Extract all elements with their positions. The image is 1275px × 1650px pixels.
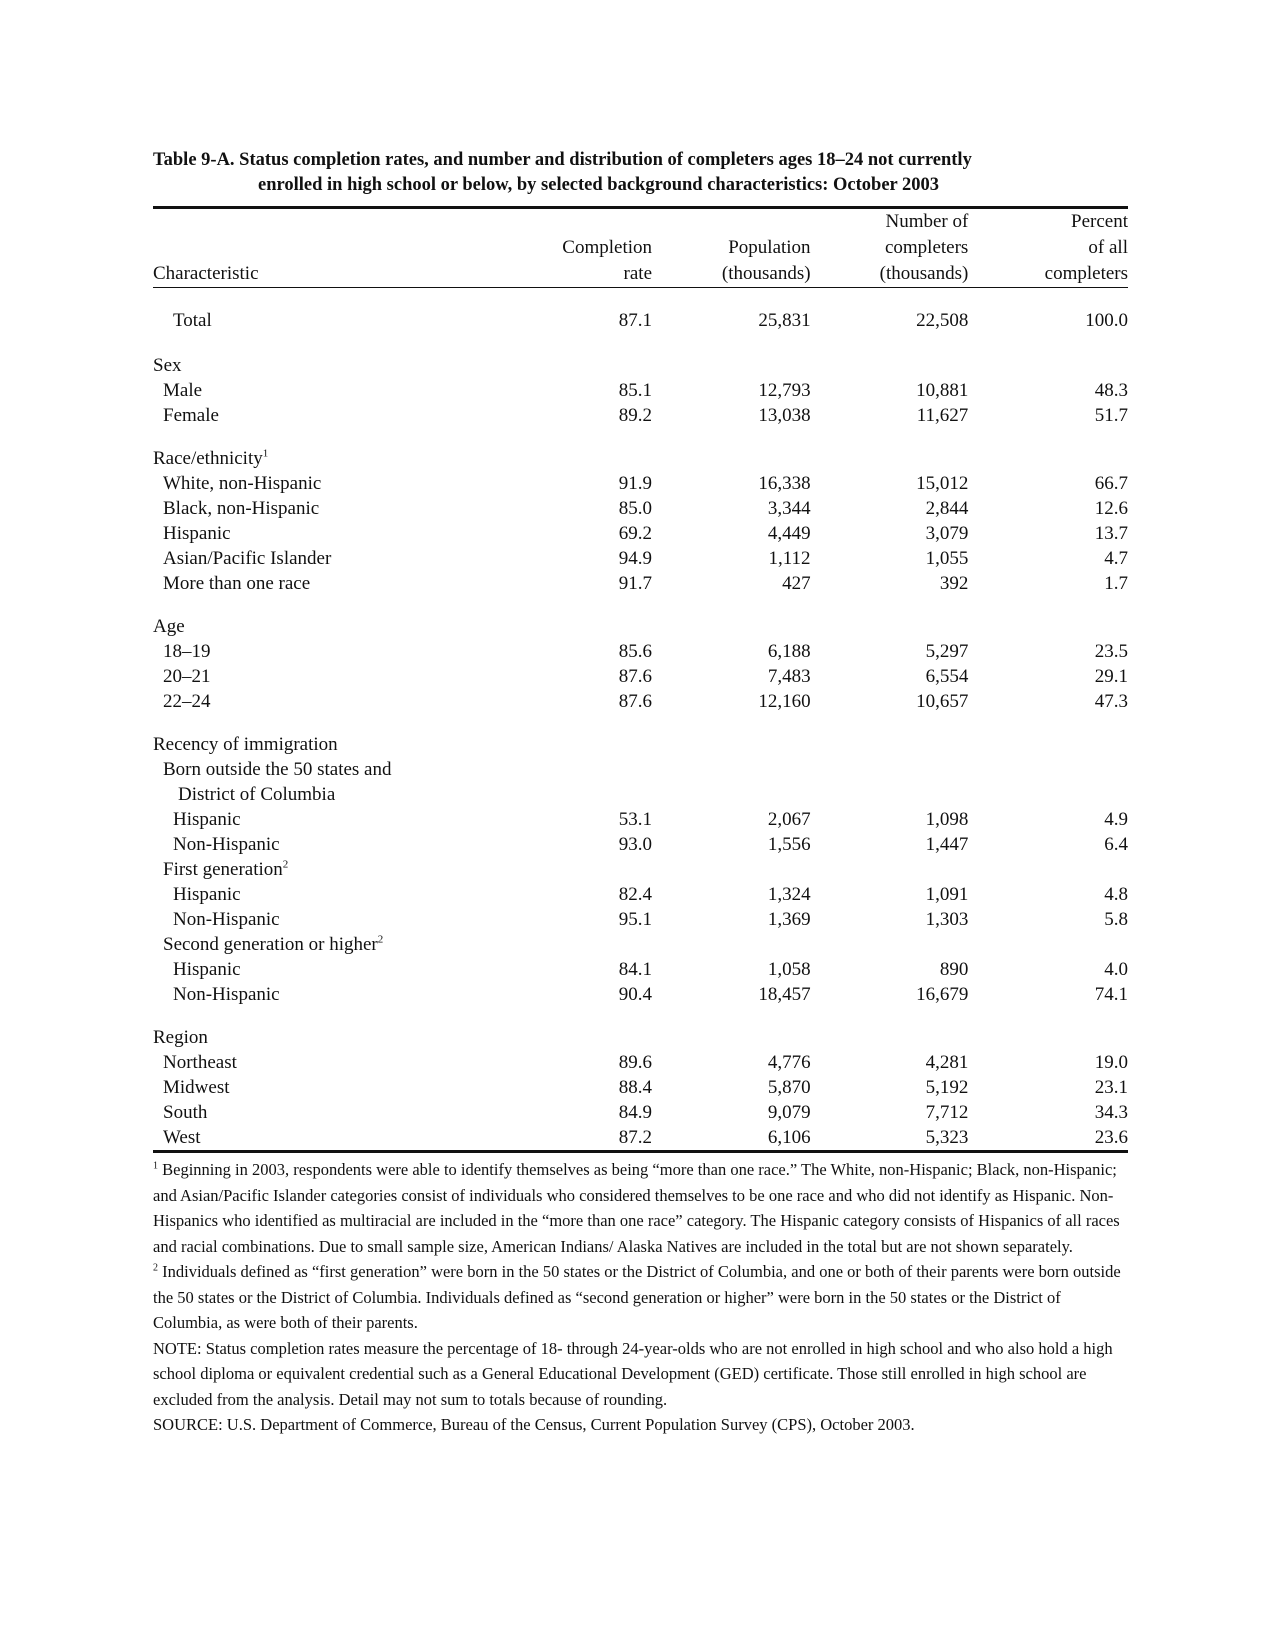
cell-completers: 392: [939, 573, 969, 594]
section-label: Recency of immigration: [153, 734, 338, 755]
cell-completers: 3,079: [925, 523, 969, 544]
cell-completers: 1,091: [925, 884, 969, 905]
spacer: [153, 596, 1128, 614]
header-spacer: [513, 209, 652, 235]
row-label: Hispanic: [173, 884, 241, 905]
row-label: Male: [163, 380, 203, 401]
cell-rate: 85.6: [618, 641, 653, 662]
subheading-label: Born outside the 50 states and: [163, 759, 392, 780]
footnote-1-marker: 1: [153, 1160, 158, 1172]
header-completion-line-1: Completion: [562, 237, 653, 258]
cell-percent: 5.8: [1104, 909, 1128, 930]
section-label: [153, 446, 1128, 471]
cell-percent: 23.1: [1094, 1077, 1128, 1098]
row-label: Asian/Pacific Islander: [163, 548, 332, 569]
section-label: Age: [153, 616, 185, 637]
sex-rows: [153, 378, 1128, 428]
cell-percent: 29.1: [1094, 666, 1128, 687]
cell-completers: 2,844: [925, 498, 969, 519]
cell-rate: 69.2: [618, 523, 653, 544]
cell-completers: 4,281: [925, 1052, 969, 1073]
row-label: 22–24: [163, 691, 211, 712]
row-label: Hispanic: [173, 959, 241, 980]
cell-population: 18,457: [758, 984, 811, 1005]
cell-population: 1,369: [767, 909, 811, 930]
row-label: Non-Hispanic: [173, 984, 280, 1005]
header-percent-line-2: of all: [1088, 237, 1128, 258]
cell-completers: 10,657: [916, 691, 969, 712]
cell-percent: 51.7: [1094, 405, 1128, 426]
row-label: Female: [163, 405, 219, 426]
cell-completers: 10,881: [916, 380, 969, 401]
cell-population: 4,449: [767, 523, 811, 544]
header-completion-line-2: rate: [623, 263, 653, 284]
cell-population: 1,556: [767, 834, 811, 855]
section-heading-sex: [153, 353, 1128, 378]
cell-rate: 95.1: [618, 909, 653, 930]
cell-rate: 85.1: [618, 380, 653, 401]
cell-population: 5,870: [767, 1077, 811, 1098]
cell-population: 13,038: [758, 405, 811, 426]
section-heading-region: [153, 1025, 1128, 1050]
cell-percent: 13.7: [1094, 523, 1128, 544]
header-spacer: [153, 235, 513, 261]
table-row: [153, 496, 1128, 521]
table-row: [153, 639, 1128, 664]
row-label: Non-Hispanic: [173, 834, 280, 855]
second-generation-rows: [153, 957, 1128, 1007]
source: SOURCE: U.S. Department of Commerce, Bureau of the Census, Current Population Survey (CPS), October 2003.: [153, 1415, 915, 1434]
cell-percent: 48.3: [1094, 380, 1128, 401]
table-row: [153, 689, 1128, 714]
row-label: Hispanic: [173, 809, 241, 830]
table-row: [153, 982, 1128, 1007]
table-row: [153, 1100, 1128, 1125]
cell-completers: 1,303: [925, 909, 969, 930]
cell-population: 12,793: [758, 380, 811, 401]
table-title-line-1: Table 9-A. Status completion rates, and number and distribution of completers ages 18–24 not currently: [153, 150, 972, 170]
cell-rate: 87.2: [618, 1127, 653, 1148]
cell-completers: 11,627: [916, 405, 969, 426]
cell-population: 427: [782, 573, 811, 594]
table-title: [153, 148, 1128, 198]
cell-percent: 47.3: [1094, 691, 1128, 712]
row-label: More than one race: [163, 573, 311, 594]
region-rows: [153, 1050, 1128, 1150]
age-rows: [153, 639, 1128, 714]
table-row: [153, 1125, 1128, 1150]
table-row: [153, 907, 1128, 932]
table-row: [153, 521, 1128, 546]
cell-rate: 82.4: [618, 884, 653, 905]
cell-rate: 87.1: [618, 310, 653, 331]
subheading-first-generation: [153, 857, 1128, 882]
row-label: Non-Hispanic: [173, 909, 280, 930]
table-row: [153, 571, 1128, 596]
subheading-born-outside-cont: [153, 782, 1128, 807]
cell-percent: 23.5: [1094, 641, 1128, 662]
cell-population: 1,112: [768, 548, 811, 569]
spacer: [153, 288, 1128, 308]
cell-population: 6,106: [767, 1127, 811, 1148]
table-row: [153, 403, 1128, 428]
footnote-2-marker: 2: [153, 1262, 158, 1274]
section-heading-race: [153, 446, 1128, 471]
cell-percent: 6.4: [1104, 834, 1128, 855]
table-row: [153, 957, 1128, 982]
cell-percent: 1.7: [1104, 573, 1128, 594]
row-label: Total: [173, 310, 212, 331]
cell-population: 1,324: [767, 884, 811, 905]
footnote-1: [153, 1157, 1128, 1259]
cell-completers: 6,554: [925, 666, 969, 687]
spacer: [153, 714, 1128, 732]
cell-percent: 4.8: [1104, 884, 1128, 905]
row-label: Hispanic: [163, 523, 231, 544]
cell-completers: 5,323: [925, 1127, 969, 1148]
section-label: Region: [153, 1027, 208, 1048]
cell-percent: 4.0: [1104, 959, 1128, 980]
header-spacer: [153, 209, 513, 235]
table-row: [153, 378, 1128, 403]
cell-population: 9,079: [767, 1102, 811, 1123]
cell-percent: 4.9: [1104, 809, 1128, 830]
cell-percent: 100.0: [1085, 310, 1128, 331]
cell-percent: 12.6: [1094, 498, 1128, 519]
cell-completers: 890: [939, 959, 969, 980]
header-characteristic: Characteristic: [153, 263, 259, 284]
spacer: [153, 333, 1128, 353]
table-row: [153, 1075, 1128, 1100]
section-label: Sex: [153, 355, 182, 376]
cell-population: 4,776: [767, 1052, 811, 1073]
table-row: [153, 1050, 1128, 1075]
cell-rate: 84.9: [618, 1102, 653, 1123]
cell-completers: 5,192: [925, 1077, 969, 1098]
cell-rate: 88.4: [618, 1077, 653, 1098]
cell-rate: 89.6: [618, 1052, 653, 1073]
row-label: 18–19: [163, 641, 211, 662]
cell-rate: 85.0: [618, 498, 653, 519]
header-completers-line-2: completers: [884, 237, 969, 258]
spacer: [153, 1007, 1128, 1025]
document-page: [153, 148, 1128, 1438]
cell-completers: 1,447: [925, 834, 969, 855]
cell-percent: 34.3: [1094, 1102, 1128, 1123]
cell-percent: 19.0: [1094, 1052, 1128, 1073]
section-heading-immigration: [153, 732, 1128, 757]
subheading-second-generation: [153, 932, 1128, 957]
born-outside-rows: [153, 807, 1128, 857]
table-row-total: [153, 308, 1128, 333]
subheading-born-outside: [153, 757, 1128, 782]
cell-rate: 90.4: [618, 984, 653, 1005]
footnote-ref-1: 1: [262, 447, 269, 460]
cell-rate: 87.6: [618, 691, 653, 712]
footnote-ref-2: 2: [377, 933, 384, 946]
cell-population: 7,483: [767, 666, 811, 687]
cell-population: 12,160: [758, 691, 811, 712]
header-completers-line-1: Number of: [885, 211, 969, 232]
cell-completers: 15,012: [916, 473, 969, 494]
subheading-label: [153, 857, 1128, 882]
cell-population: 25,831: [758, 310, 811, 331]
cell-population: 1,058: [767, 959, 811, 980]
table-header: [153, 209, 1128, 288]
section-heading-age: [153, 614, 1128, 639]
cell-population: 3,344: [767, 498, 811, 519]
table-row: [153, 546, 1128, 571]
cell-population: 2,067: [767, 809, 811, 830]
table-row: [153, 882, 1128, 907]
row-label: South: [163, 1102, 208, 1123]
cell-percent: 23.6: [1094, 1127, 1128, 1148]
cell-completers: 7,712: [925, 1102, 969, 1123]
cell-rate: 89.2: [618, 405, 653, 426]
note: NOTE: Status completion rates measure the percentage of 18- through 24-year-olds who are not enrolled in high school and who also hold a high school diploma or equivalent credential such as a General Educational Development (GED) certificate. Those still enrolled in high school are excluded from the analysis. Detail may not sum to totals because of rounding.: [153, 1338, 1113, 1409]
race-rows: [153, 471, 1128, 596]
cell-rate: 84.1: [618, 959, 653, 980]
table-row: [153, 832, 1128, 857]
header-spacer: [652, 209, 811, 235]
cell-completers: 1,098: [925, 809, 969, 830]
subheading-label: [153, 932, 1128, 957]
header-population-line-2: (thousands): [721, 263, 811, 284]
row-label: White, non-Hispanic: [163, 473, 322, 494]
spacer: [153, 428, 1128, 446]
cell-percent: 74.1: [1094, 984, 1128, 1005]
table-row: [153, 807, 1128, 832]
data-table: [153, 209, 1128, 1150]
table-row: [153, 471, 1128, 496]
cell-rate: 93.0: [618, 834, 653, 855]
cell-rate: 94.9: [618, 548, 653, 569]
row-label: Midwest: [163, 1077, 230, 1098]
header-population-line-1: Population: [728, 237, 811, 258]
row-label: West: [163, 1127, 201, 1148]
cell-completers: 1,055: [925, 548, 969, 569]
header-completers-line-3: (thousands): [879, 263, 969, 284]
footnote-2: [153, 1259, 1128, 1336]
cell-completers: 5,297: [925, 641, 969, 662]
cell-rate: 53.1: [618, 809, 653, 830]
cell-population: 16,338: [758, 473, 811, 494]
bottom-rule: [153, 1150, 1128, 1153]
second-gen-text: Second generation or higher: [163, 934, 378, 955]
cell-rate: 91.9: [618, 473, 653, 494]
cell-percent: 4.7: [1104, 548, 1128, 569]
footnote-ref-2: 2: [282, 858, 289, 871]
first-gen-text: First generation: [163, 859, 283, 880]
row-label: Northeast: [163, 1052, 237, 1073]
cell-completers: 16,679: [916, 984, 969, 1005]
header-percent-line-3: completers: [1044, 263, 1128, 284]
row-label: Black, non-Hispanic: [163, 498, 320, 519]
first-generation-rows: [153, 882, 1128, 932]
footnote-2-text: Individuals defined as “first generation” were born in the 50 states or the District of Columbia, and one or both of their parents were born outside the 50 states or the District of Columbia. Individuals defined as “second generation or higher” were born in the 50 states or the District of Columbia, as were both of their parents.: [153, 1262, 1121, 1332]
cell-completers: 22,508: [916, 310, 969, 331]
cell-rate: 87.6: [618, 666, 653, 687]
race-heading-text: Race/ethnicity: [153, 448, 263, 469]
footnote-1-text: Beginning in 2003, respondents were able to identify themselves as being “more than one race.” The White, non-Hispanic; Black, non-Hispanic; and Asian/Pacific Islander categories consist of individuals who considered themselves to be one race and who did not identify as Hispanic. Non-Hispanics who identified as multiracial are included in the “more than one race” category. The Hispanic category consists of Hispanics of all races and racial combinations. Due to small sample size, American Indians/ Alaska Natives are included in the total but are not shown separately.: [153, 1160, 1120, 1256]
table-notes: [153, 1157, 1128, 1438]
header-percent-line-1: Percent: [1071, 211, 1128, 232]
table-title-line-2: enrolled in high school or below, by selected background characteristics: October 2003: [258, 175, 940, 195]
subheading-label: District of Columbia: [178, 784, 336, 805]
cell-percent: 66.7: [1094, 473, 1128, 494]
table-row: [153, 664, 1128, 689]
row-label: 20–21: [163, 666, 211, 687]
cell-population: 6,188: [767, 641, 811, 662]
cell-rate: 91.7: [618, 573, 653, 594]
